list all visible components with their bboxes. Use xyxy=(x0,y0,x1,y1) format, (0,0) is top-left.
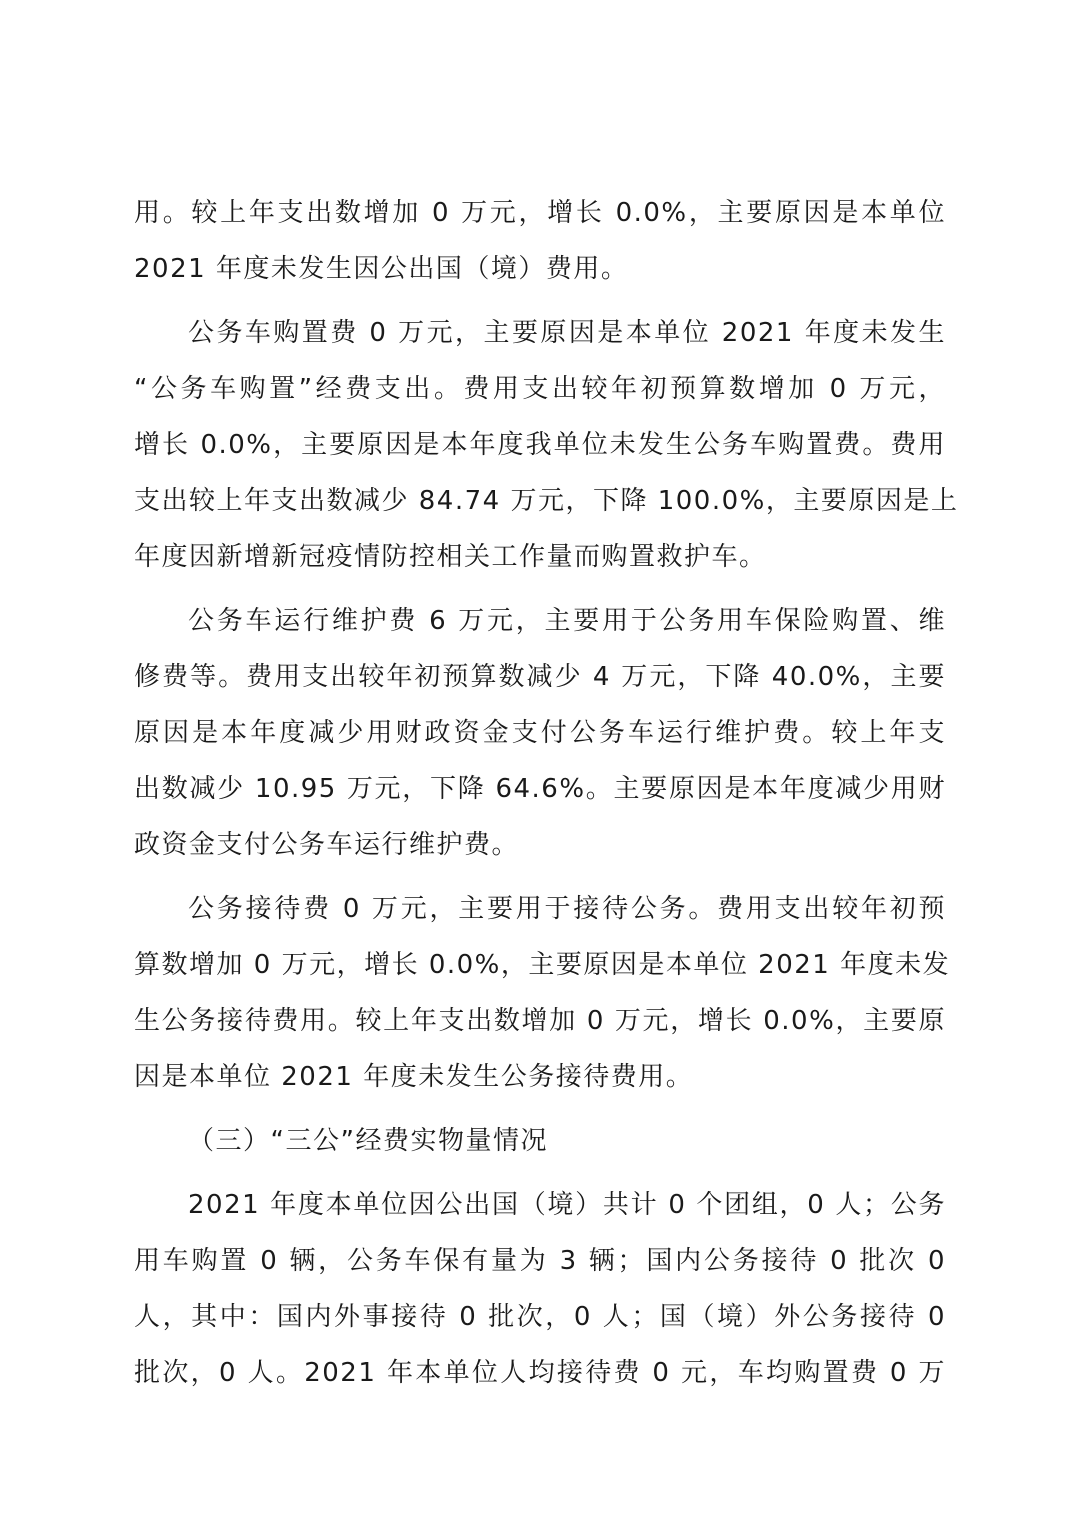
text-line: 公务车运行维护费 6 万元，主要用于公务用车保险购置、维 xyxy=(188,606,946,636)
text-line: 增长 0.0%，主要原因是本年度我单位未发生公务车购置费。费用 xyxy=(134,430,946,460)
text-line: 支出较上年支出数减少 84.74 万元，下降 100.0%，主要原因是上 xyxy=(134,486,959,516)
paragraph-1 xyxy=(134,185,946,297)
paragraph-2 xyxy=(134,305,959,585)
text-line: “公务车购置”经费支出。费用支出较年初预算数增加 0 万元， xyxy=(134,374,946,404)
text-line: 用。较上年支出数增加 0 万元，增长 0.0%，主要原因是本单位 xyxy=(134,198,946,228)
paragraph-4 xyxy=(134,881,951,1105)
text-line: 2021 年度未发生因公出国（境）费用。 xyxy=(134,254,629,284)
document-body xyxy=(134,185,959,1409)
text-line: 公务车购置费 0 万元，主要原因是本单位 2021 年度未发生 xyxy=(188,318,946,348)
text-line: 政资金支付公务车运行维护费。 xyxy=(134,830,520,860)
text-line: 修费等。费用支出较年初预算数减少 4 万元，下降 40.0%，主要 xyxy=(134,662,946,692)
text-line: 用车购置 0 辆，公务车保有量为 3 辆；国内公务接待 0 批次 0 xyxy=(134,1246,946,1276)
text-line: 批次，0 人。2021 年本单位人均接待费 0 元，车均购置费 0 万 xyxy=(134,1358,946,1388)
text-line: 算数增加 0 万元，增长 0.0%，主要原因是本单位 2021 年度未发 xyxy=(134,950,951,980)
section-heading: （三）“三公”经费实物量情况 xyxy=(188,1126,548,1156)
text-line: 出数减少 10.95 万元，下降 64.6%。主要原因是本年度减少用财 xyxy=(134,774,946,804)
paragraph-3 xyxy=(134,593,946,873)
text-line: 2021 年度本单位因公出国（境）共计 0 个团组，0 人；公务 xyxy=(188,1190,946,1220)
text-line: 原因是本年度减少用财政资金支付公务车运行维护费。较上年支 xyxy=(134,718,946,748)
text-line: 生公务接待费用。较上年支出数增加 0 万元，增长 0.0%，主要原 xyxy=(134,1006,946,1036)
text-line: 年度因新增新冠疫情防控相关工作量而购置救护车。 xyxy=(134,542,767,572)
text-line: 公务接待费 0 万元，主要用于接待公务。费用支出较年初预 xyxy=(188,894,946,924)
text-line: 人，其中：国内外事接待 0 批次，0 人；国（境）外公务接待 0 xyxy=(134,1302,946,1332)
paragraph-5 xyxy=(134,1177,946,1401)
text-line: 因是本单位 2021 年度未发生公务接待费用。 xyxy=(134,1062,694,1092)
